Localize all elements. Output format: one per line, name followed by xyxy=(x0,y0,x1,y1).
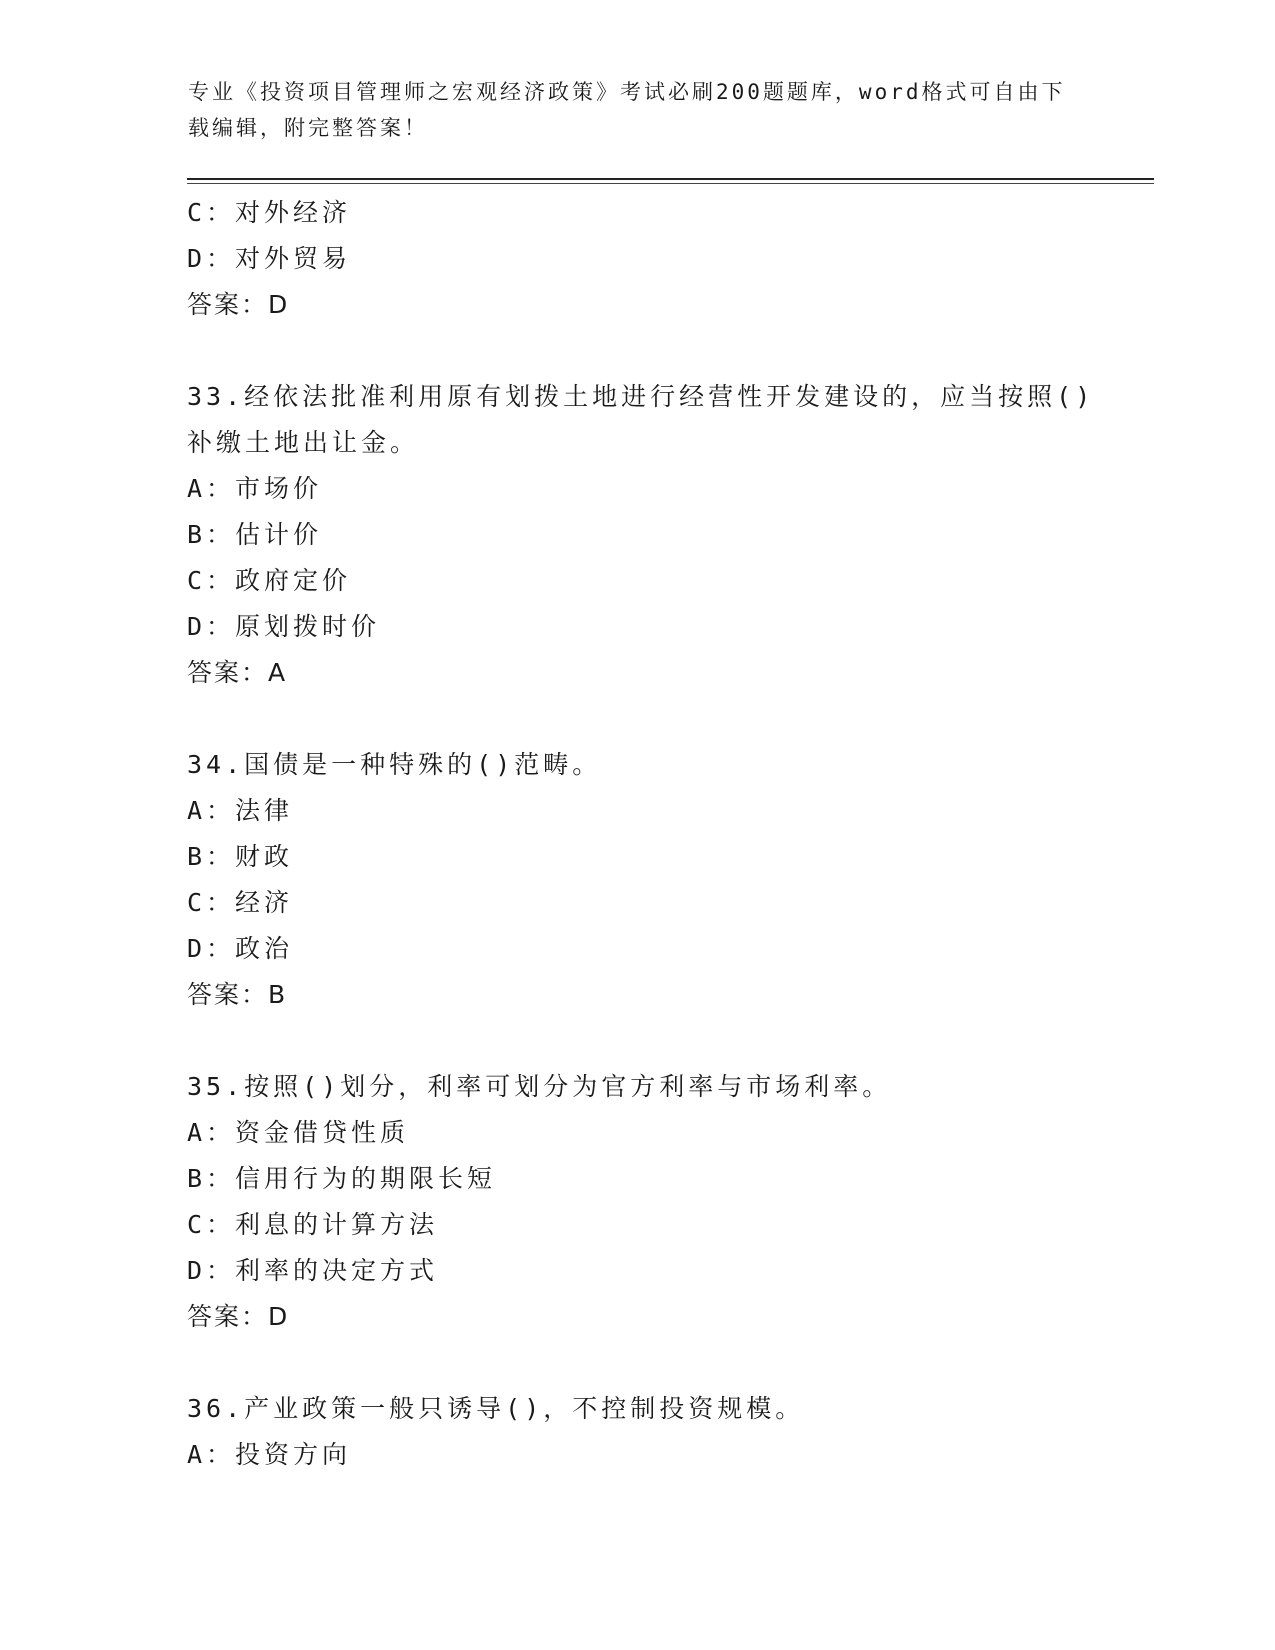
question-stem: 36.产业政策一般只诱导()，不控制投资规模。 xyxy=(187,1394,805,1423)
option-c: C：对外经济 xyxy=(187,198,352,227)
option-b: B：财政 xyxy=(187,842,294,871)
question-35 xyxy=(187,1064,1087,1340)
document-header: 专业《投资项目管理师之宏观经济政策》考试必刷200题题库，word格式可自由下载编辑，附完整答案！ xyxy=(188,80,1066,140)
option-b: B：估计价 xyxy=(187,520,323,549)
answer: 答案：D xyxy=(187,1302,290,1331)
option-d: D：对外贸易 xyxy=(187,244,352,273)
question-36 xyxy=(187,1386,1087,1478)
question-stem: 34.国债是一种特殊的()范畴。 xyxy=(187,750,602,779)
header-divider-thick xyxy=(187,178,1154,180)
answer: 答案：A xyxy=(187,658,288,687)
question-stem: 33.经依法批准利用原有划拨土地进行经营性开发建设的，应当按照() xyxy=(187,382,1095,411)
option-c: C：经济 xyxy=(187,888,294,917)
option-a: A：资金借贷性质 xyxy=(187,1118,410,1147)
question-34 xyxy=(187,742,1087,1018)
option-a: A：投资方向 xyxy=(187,1440,352,1469)
option-a: A：市场价 xyxy=(187,474,323,503)
question-33 xyxy=(187,374,1095,696)
question-fragment xyxy=(187,190,1087,328)
option-c: C：政府定价 xyxy=(187,566,352,595)
option-d: D：利率的决定方式 xyxy=(187,1256,439,1285)
answer: 答案：B xyxy=(187,980,288,1009)
question-stem: 补缴土地出让金。 xyxy=(187,428,420,457)
option-c: C：利息的计算方法 xyxy=(187,1210,439,1239)
option-b: B：信用行为的期限长短 xyxy=(187,1164,497,1193)
answer: 答案：D xyxy=(187,290,290,319)
question-list xyxy=(187,190,1095,1478)
question-stem: 35.按照()划分，利率可划分为官方利率与市场利率。 xyxy=(187,1072,892,1101)
option-d: D：原划拨时价 xyxy=(187,612,381,641)
option-d: D：政治 xyxy=(187,934,294,963)
header-divider-thin xyxy=(187,183,1154,184)
option-a: A：法律 xyxy=(187,796,294,825)
